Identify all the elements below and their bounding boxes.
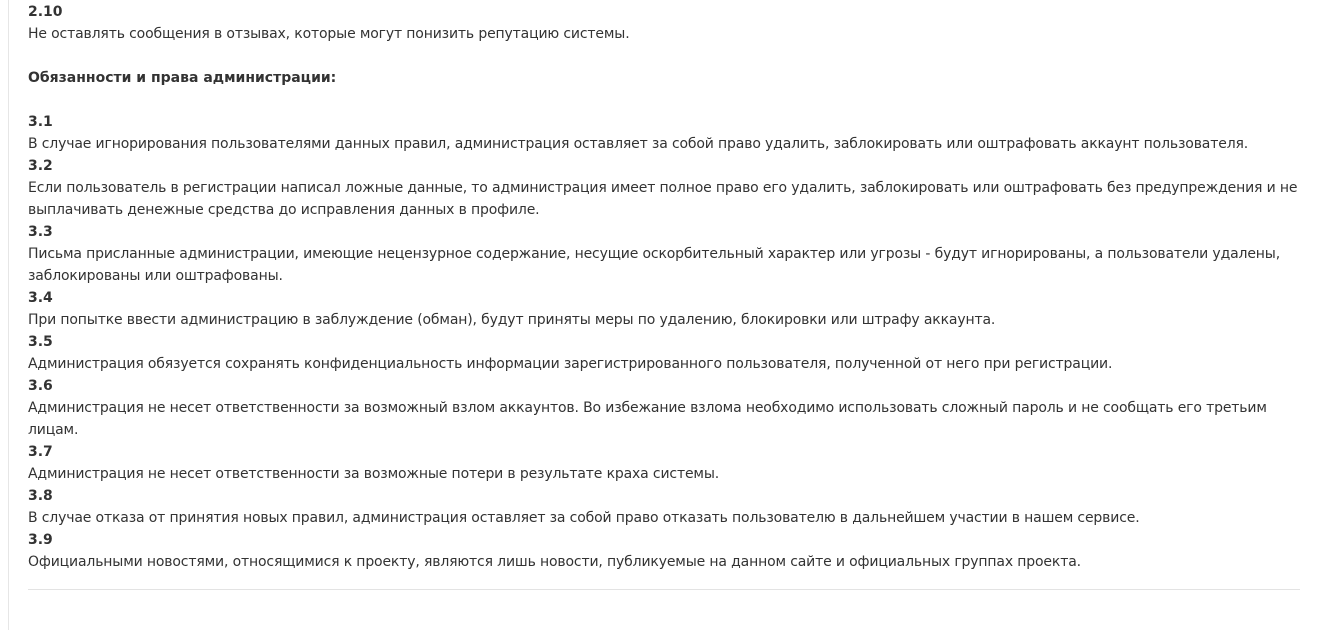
rule-text: При попытке ввести администрацию в заблуждение (обман), будут приняты меры по удалению, блокировки или штрафу аккаунта.	[28, 312, 996, 328]
rule-number: 3.4	[28, 290, 53, 306]
rule-text: В случае игнорирования пользователями данных правил, администрация оставляет за собой право удалить, заблокировать или оштрафовать аккаунт пользователя.	[28, 136, 1249, 152]
rule-text: Письма присланные администрации, имеющие нецензурное содержание, несущие оскорбительный характер или угрозы - будут игнорированы, а пользователи удалены, заблокированы или оштрафованы.	[28, 246, 1280, 284]
rule-number: 3.7	[28, 444, 53, 460]
content-divider	[28, 589, 1300, 590]
rule-number: 3.6	[28, 378, 53, 394]
content-left-border	[8, 0, 9, 630]
spacer	[28, 89, 1303, 111]
rule-text: Не оставлять сообщения в отзывах, которые могут понизить репутацию системы.	[28, 26, 630, 42]
rule-number: 3.9	[28, 532, 53, 548]
spacer	[28, 45, 1303, 67]
rule-number: 3.1	[28, 114, 53, 130]
section-heading: Обязанности и права администрации:	[28, 70, 337, 86]
rule-text: В случае отказа от принятия новых правил, администрация оставляет за собой право отказать пользователю в дальнейшем участии в нашем сервисе.	[28, 510, 1140, 526]
rule-number: 3.5	[28, 334, 53, 350]
rule-text: Администрация не несет ответственности за возможные потери в результате краха системы.	[28, 466, 720, 482]
rules-content	[28, 1, 1303, 573]
rule-text: Если пользователь в регистрации написал ложные данные, то администрация имеет полное право его удалить, заблокировать или оштрафовать без предупреждения и не выплачивать денежные средства до исправления данных в профиле.	[28, 180, 1298, 218]
rule-text: Администрация не несет ответственности за возможный взлом аккаунтов. Во избежание взлома необходимо использовать сложный пароль и не сообщать его третьим лицам.	[28, 400, 1267, 438]
rule-number: 3.3	[28, 224, 53, 240]
rule-text: Администрация обязуется сохранять конфиденциальность информации зарегистрированного пользователя, полученной от него при регистрации.	[28, 356, 1113, 372]
rule-number: 2.10	[28, 4, 63, 20]
rule-number: 3.2	[28, 158, 53, 174]
rule-text: Официальными новостями, относящимися к проекту, являются лишь новости, публикуемые на данном сайте и официальных группах проекта.	[28, 554, 1081, 570]
rule-number: 3.8	[28, 488, 53, 504]
